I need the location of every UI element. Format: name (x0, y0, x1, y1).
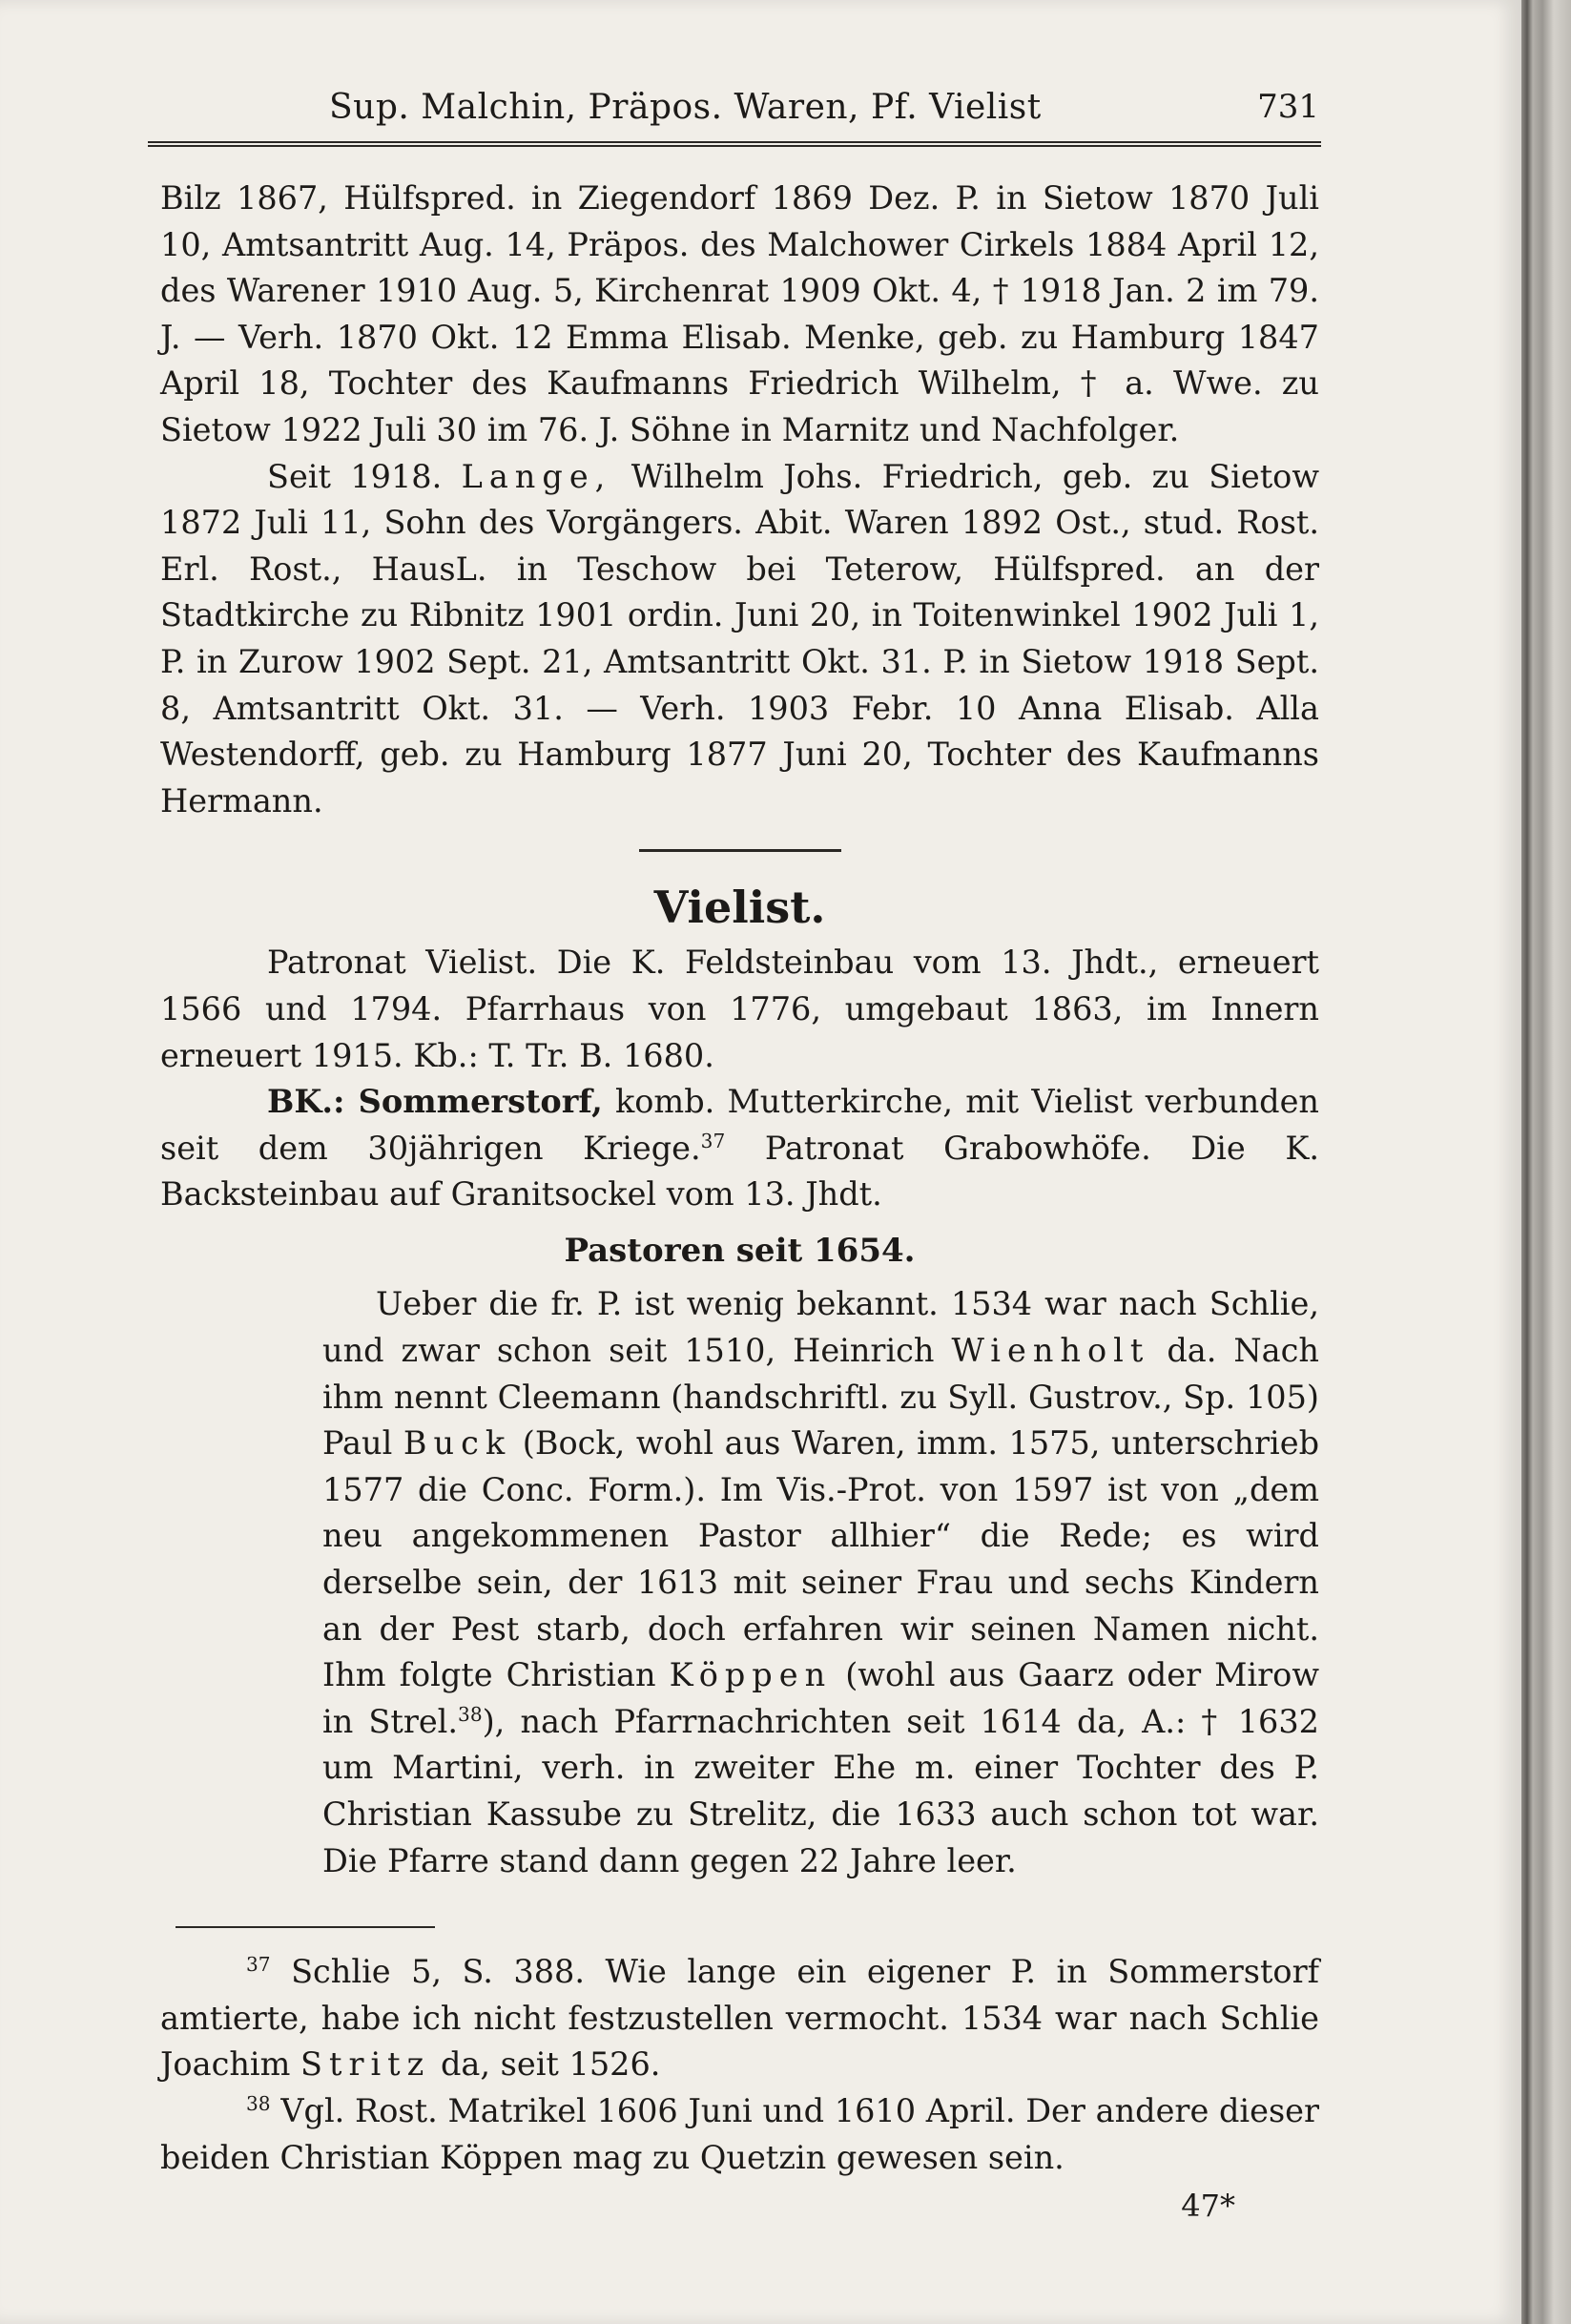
bk-text-b: Patronat Grabowhöfe. Die K. Backsteinbau auf Granitsockel vom 13. Jhdt. (160, 1129, 1319, 1214)
name-buck: Buck (403, 1424, 512, 1463)
running-title: Sup. Malchin, Präpos. Waren, Pf. Vielist (329, 88, 1042, 127)
page-number: 731 (1257, 88, 1319, 126)
pastor-name-lange: Lange, (461, 457, 612, 495)
section-divider (639, 849, 841, 852)
name-stritz: Stritz (300, 2045, 431, 2084)
footnote-38-text: Vgl. Rost. Matrikel 1606 Juni und 1610 April. Der andere dieser beiden Christian Köppen mag zu Quetzin gewesen sein. (160, 2091, 1320, 2176)
footnote-ref-37: 37 (700, 1129, 726, 1152)
name-koeppen: Köppen (669, 1656, 833, 1694)
header-rule (148, 141, 1321, 147)
footnote-38 (160, 2088, 1319, 2181)
patronat-paragraph: Patronat Vielist. Die K. Feldsteinbau vom 13. Jhdt., erneuert 1566 und 1794. Pfarrhaus von 1776, umgebaut 1863, im Innern erneuert 1915. Kb.: T. Tr. B. 1680. (160, 944, 1319, 1074)
footnotes (160, 1949, 1319, 2181)
signature-mark: 47* (1181, 2188, 1235, 2225)
bk-lead: BK.: Sommerstorf, (267, 1083, 603, 1121)
pastors-text-e: ), nach Pfarrnachrichten seit 1614 da, A.: † 1632 um Martini, verh. in zweiter Ehe m. einer Tochter des P. Christian Kassube zu Strelitz, die 1633 auch schon tot war. Die Pfarre stand dann gegen 22 Jahre leer. (322, 1702, 1319, 1879)
pastors-text-b: da. Nach ihm nennt Cleemann (handschriftl. zu Syll. Gustrov., Sp. 105) Paul (322, 1332, 1319, 1463)
pastors-block (322, 1281, 1319, 1884)
bk-text-a: komb. Mutterkirche, mit Vielist verbunden seit dem 30jährigen Kriege. (160, 1083, 1319, 1167)
footnote-rule (176, 1926, 435, 1928)
bk-paragraph (160, 1079, 1319, 1218)
footnote-37-text-b: da, seit 1526. (440, 2045, 661, 2084)
name-wienholt: Wienholt (951, 1332, 1150, 1370)
running-header (148, 84, 1319, 134)
book-edge (1521, 0, 1571, 2324)
entry-lead: Seit 1918. (267, 457, 443, 495)
footnote-37-number: 37 (246, 1953, 271, 1977)
pastors-subheading: Pastoren seit 1654. (564, 1231, 916, 1270)
intro-paragraph-1: Bilz 1867, Hülfspred. in Ziegendorf 1869 Dez. P. in Sietow 1870 Juli 10, Amtsantritt Aug. 14, Präpos. des Malchower Cirkels 1884 April 12, des Warener 1910 Aug. 5, Kirchenrat 1909 Okt. 4, † 1918 Jan. 2 im 79. J. — Verh. 1870 Okt. 12 Emma Elisab. Menke, geb. zu Hamburg 1847 April 18, Tochter des Kaufmanns Friedrich Wilhelm, † a. Wwe. zu Sietow 1922 Juli 30 im 76. J. Söhne in Marnitz und Nachfolger. (160, 179, 1319, 448)
pastors-text-d: (wohl aus Gaarz oder Mirow in Strel. (322, 1656, 1319, 1740)
footnote-37 (160, 1949, 1319, 2088)
footnote-38-number: 38 (246, 2091, 271, 2115)
footnote-ref-38: 38 (458, 1702, 483, 1726)
pastors-paragraph (322, 1281, 1319, 1884)
pastors-text-c: (Bock, wohl aus Waren, imm. 1575, unterschrieb 1577 die Conc. Form.). Im Vis.-Prot. von 1597 ist von „dem neu angekommenen Pastor allhier“ die Rede; es wird derselbe sein, der 1613 mit seiner Frau und sechs Kindern an der Pest starb, doch erfahren wir seinen Namen nicht. Ihm folgte Christian (322, 1424, 1320, 1694)
pastors-text-a: Ueber die fr. P. ist wenig bekannt. 1534 war nach Schlie, und zwar schon seit 1510, Heinrich (322, 1285, 1319, 1370)
entry-text: Wilhelm Johs. Friedrich, geb. zu Sietow 1872 Juli 11, Sohn des Vorgängers. Abit. Waren 1892 Ost., stud. Rost. Erl. Rost., HausL. in Teschow bei Teterow, Hülfspred. an der Stadtkirche zu Ribnitz 1901 ordin. Juni 20, in Toitenwinkel 1902 Juli 1, P. in Zurow 1902 Sept. 21, Amtsantritt Okt. 31. P. in Sietow 1918 Sept. 8, Amtsantritt Okt. 31. — Verh. 1903 Febr. 10 Anna Elisab. Alla Westendorff, geb. zu Hamburg 1877 Juni 20, Tochter des Kaufmanns Hermann. (160, 457, 1319, 820)
footnote-37-text-a: Schlie 5, S. 388. Wie lange ein eigener P. in Sommerstorf amtierte, habe ich nicht festzustellen vermocht. 1534 war nach Schlie Joachim (160, 1953, 1319, 2084)
section-title: Vielist. (653, 882, 826, 934)
page-body (160, 176, 1319, 2230)
intro-paragraph-2 (160, 454, 1319, 825)
